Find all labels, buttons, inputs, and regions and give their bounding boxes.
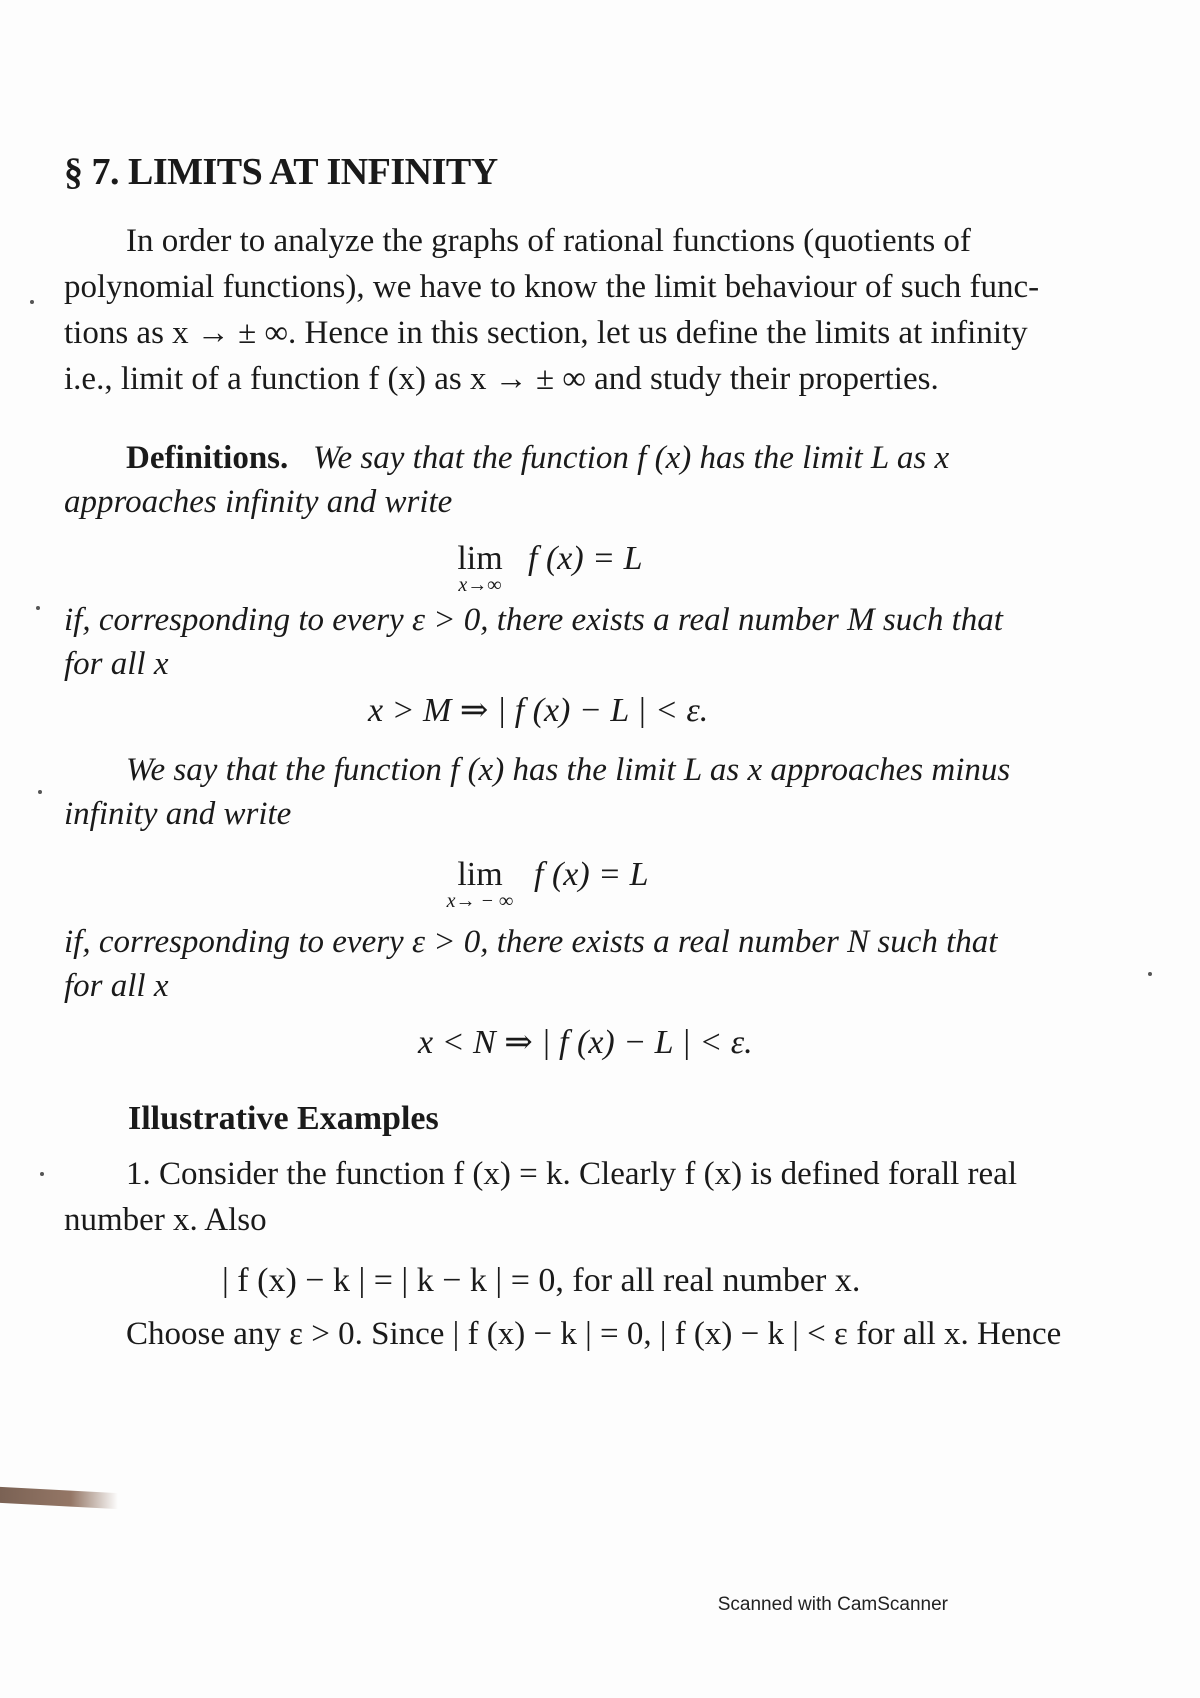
section-heading: § 7. LIMITS AT INFINITY <box>64 151 498 193</box>
condition-1-line-a: if, corresponding to every ε > 0, there exists a real number M such that <box>64 602 1003 638</box>
intro-paragraph <box>64 218 1134 402</box>
implication-1: x > M ⇒ | f (x) − L | < ε. <box>368 692 709 729</box>
scan-speck <box>1148 972 1152 976</box>
definitions-label: Definitions. <box>126 440 289 476</box>
condition-1-line-b: for all x <box>64 646 169 682</box>
intro-line-4: i.e., limit of a function f (x) as x → ± ∞ and study their properties. <box>64 361 939 397</box>
condition-2-line-a: if, corresponding to every ε > 0, there exists a real number N such that <box>64 924 998 960</box>
lim-rhs-2: f (x) = L <box>534 856 649 893</box>
lim-word-2: lim <box>457 856 503 893</box>
definition-2-line-b: infinity and write <box>64 796 292 832</box>
intro-line-2: polynomial functions), we have to know the limit behaviour of such func- <box>64 269 1040 305</box>
limit-expression-1 <box>450 540 643 597</box>
definition-line-1 <box>64 440 1134 477</box>
definition-2-line-a: We say that the function f (x) has the limit L as x approaches minus <box>126 752 1011 788</box>
example-1-line-a: 1. Consider the function f (x) = k. Clearly f (x) is defined forall real <box>126 1156 1017 1192</box>
scan-speck <box>36 606 40 610</box>
condition-2-line-b: for all x <box>64 968 169 1004</box>
scan-speck <box>38 790 42 794</box>
implication-2: x < N ⇒ | f (x) − L | < ε. <box>418 1024 753 1061</box>
example-1-line-c: Choose any ε > 0. Since | f (x) − k | = 0, | f (x) − k | < ε for all x. Hence <box>126 1316 1062 1352</box>
lim-word-1: lim <box>457 540 503 577</box>
lim-rhs-1: f (x) = L <box>528 540 643 577</box>
lim-subscript-2: x→ − ∞ <box>446 890 514 912</box>
example-1-line-b: number x. Also <box>64 1202 267 1238</box>
intro-line-3: tions as x → ± ∞. Hence in this section, let us define the limits at infinity <box>64 315 1028 351</box>
lim-subscript-1: x→∞ <box>458 574 502 596</box>
definition-1-continued: approaches infinity and write <box>64 484 453 520</box>
limit-expression-2 <box>440 856 649 913</box>
definition-1-text: We say that the function f (x) has the limit L as x <box>313 440 950 476</box>
scan-speck <box>30 300 34 304</box>
scan-shadow-mark <box>0 1487 118 1509</box>
intro-line-1: In order to analyze the graphs of rational functions (quotients of <box>126 223 971 259</box>
examples-title: Illustrative Examples <box>128 1100 439 1137</box>
scan-speck <box>40 1172 44 1176</box>
example-1-equation: | f (x) − k | = | k − k | = 0, for all real number x. <box>222 1262 861 1299</box>
camscanner-watermark: Scanned with CamScanner <box>717 1594 948 1615</box>
